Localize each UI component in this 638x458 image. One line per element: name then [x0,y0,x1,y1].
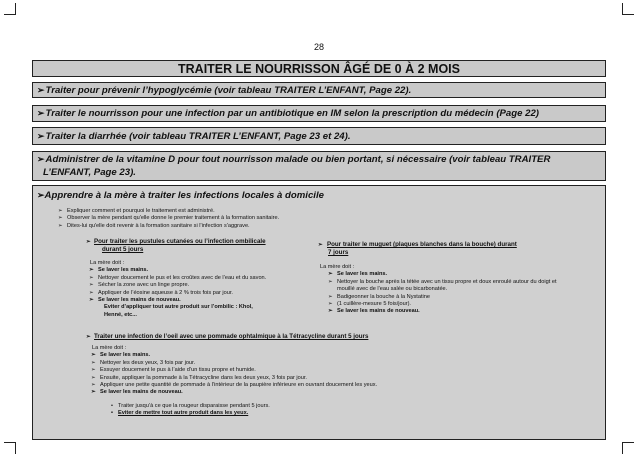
list-item: ➢ Badigeonner la bouche à la Nystatine [328,294,558,301]
muguet-lead: La mère doit : [320,264,355,270]
list-item: ➢ Sécher la zone avec un linge propre. [89,282,318,289]
list-item: ➢ Expliquer comment et pourquoi le traitement est administré. [58,208,279,215]
list-item: ➢ Dites-lui qu'elle doit revenir à la formation sanitaire si l'infection s'aggrave. [58,223,279,230]
eye-list [86,352,586,396]
list-item: ➢ Ensuite, appliquer la pommade à la Tétracycline dans les deux yeux, 3 fois par jour. [91,375,586,382]
local-infections-heading: Apprendre à la mère à traiter les infections locales à domicile [44,190,324,201]
list-item: ➢ Appliquer une petite quantité de pommade à l’intérieur de la paupière inférieure en ouvrant doucement les yeux. [91,382,586,389]
list-item: ➢ Nettoyer doucement le pus et les croûtes avec de l’eau et du savon. [89,275,318,282]
list-item: ➢ Se laver les mains de nouveau. [91,389,586,396]
arrow-icon: ➢ [86,239,91,245]
list-item: ➢ Nettoyer les deux yeux, 3 fois par jour. [91,360,586,367]
crop-mark-br-v [622,442,623,454]
pustules-warning: Eviter d’appliquer tout autre produit sur l’ombilic : Khol, [104,304,253,311]
list-item: ➢ Se laver les mains de nouveau. [89,297,318,304]
list-item: ➢ Se laver les mains. [89,267,318,274]
list-item: ➢ Observer la mère pendant qu'elle donne le premier traitement à la formation sanitaire. [58,215,279,222]
list-item: ➢ Se laver les mains. [328,271,558,278]
diarrhea-box: ➢Traiter la diarrhée (voir tableau TRAITER L’ENFANT, Page 23 et 24). [32,127,606,145]
list-item: ➢ Nettoyer la bouche après la tétée avec un tissu propre et doux enroulé autour du doigt et mouillé avec de l'eau salée ou bicarbonatée. [328,279,558,294]
list-item: ➢ Essuyer doucement le pus à l’aide d’un tissu propre et humide. [91,367,586,374]
hypoglycemia-box: ➢Traiter pour prévenir l’hypoglycémie (voir tableau TRAITER L’ENFANT, Page 22). [32,82,606,98]
arrow-icon: ➢ [37,85,45,95]
pustules-list [86,267,318,304]
eye-notes [86,403,586,418]
arrow-icon: ➢ [318,242,323,248]
pustules-section: ➢ Pour traiter les pustules cutanées ou l’infection ombilicale durant 5 jours La mère doit : ➢ Se laver les mains. ➢ Nettoyer doucement le pus et les croûtes avec de l’eau et du savon. ➢ Sécher la zone avec un linge propre. ➢ Appliquer de l’éosine aqueuse à 2 % trois fois par jour. ➢ Se laver les mains de nouveau. Eviter d’appliquer tout autre produit sur l’ombilic : Khol, Henné, etc... [86,238,318,319]
list-item: ➢ Se laver les mains de nouveau. [328,308,558,315]
arrow-icon: ➢ [37,108,45,118]
vitamin-d-box: ➢Administrer de la vitamine D pour tout nourrisson malade ou bien portant, si nécessaire (voir tableau TRAITER L’ENFANT, Page 23). [32,151,606,181]
intro-list [58,208,279,230]
pustules-lead: La mère doit : [90,260,125,266]
arrow-icon: ➢ [86,334,91,340]
crop-mark-br-h [622,442,634,443]
muguet-list [318,271,558,315]
arrow-icon: ➢ [37,190,45,200]
page-title: TRAITER LE NOURRISSON ÂGÉ DE 0 À 2 MOIS [32,60,606,77]
eye-lead: La mère doit : [92,345,127,351]
muguet-section: ➢ Pour traiter le muguet (plaques blanches dans la bouche) durant 7 jours La mère doit : ➢ Se laver les mains. ➢ Nettoyer la bouche après la tétée avec un tissu propre et doux enroulé autour du doigt et mouillé avec de l'eau salée ou bicarbonatée. ➢ Badigeonner la bouche à la Nystatine ➢ (1 cuillère-mesure 5 fois/jour). ➢ Se laver les mains de nouveau. [318,241,558,316]
eye-section: ➢ Traiter une infection de l’oeil avec une pommade ophtalmique à la Tétracycline durant 5 jours La mère doit : ➢ Se laver les mains. ➢ Nettoyer les deux yeux, 3 fois par jour. ➢ Essuyer doucement le pus à l’aide d’un tissu propre et humide. ➢ Ensuite, appliquer la pommade à la Tétracycline dans les deux yeux, 3 fois par jour. ➢ Appliquer une petite quantité de pommade à l’intérieur de la paupière inférieure en ouvrant doucement les yeux. ➢ Se laver les mains de nouveau. • Traiter jusqu’à ce que la rougeur disparaisse pendant 5 jours. • Eviter de mettre tout autre produit dans les yeux. [86,333,586,418]
crop-mark-tl-v [15,3,16,15]
list-item: • Traiter jusqu’à ce que la rougeur disparaisse pendant 5 jours. [110,403,586,410]
crop-mark-tr-v [622,3,623,15]
crop-mark-bl-v [15,442,16,454]
arrow-icon: ➢ [37,154,45,164]
list-item: • Eviter de mettre tout autre produit dans les yeux. [110,410,586,417]
page-number: 28 [313,42,324,52]
antibiotic-box: ➢Traiter le nourrisson pour une infection par un antibiotique en IM selon la prescription du médecin (Page 22) [32,105,606,122]
crop-mark-tr-h [622,14,634,15]
list-item: ➢ Appliquer de l’éosine aqueuse à 2 % trois fois par jour. [89,290,318,297]
arrow-icon: ➢ [37,131,45,141]
list-item: ➢ Se laver les mains. [91,352,586,359]
list-item: ➢ (1 cuillère-mesure 5 fois/jour). [328,301,558,308]
